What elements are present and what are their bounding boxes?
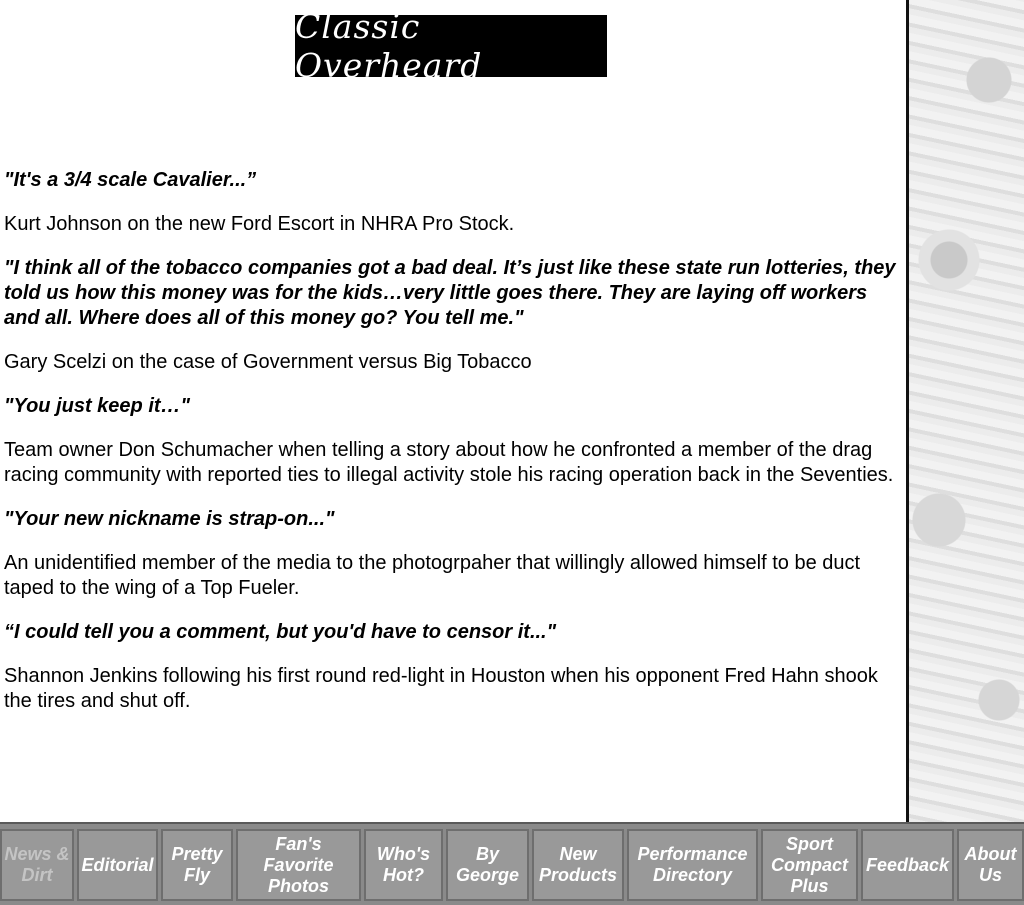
quote-text: "It's a 3/4 scale Cavalier...” — [4, 169, 257, 191]
classic-overheard-logo — [295, 7, 607, 85]
nav-fans-favorite-photos[interactable] — [236, 829, 361, 901]
quote-attribution: Kurt Johnson on the new Ford Escort in NHRA Pro Stock. — [4, 213, 515, 235]
nav-pretty-fly[interactable] — [161, 829, 233, 901]
quote-attribution: Team owner Don Schumacher when telling a story about how he confronted a member of the drag racing community with reported ties to illegal activity stole his racing operation back in the Seventies. — [4, 439, 894, 486]
nav-by-george[interactable] — [446, 829, 529, 901]
nav-label: By George — [455, 844, 520, 885]
nav-label: Pretty Fly — [171, 844, 223, 885]
nav-news-and-dirt[interactable] — [0, 829, 74, 901]
bottom-nav-bar — [0, 822, 1024, 905]
nav-whos-hot[interactable] — [364, 829, 443, 901]
nav-label: Who's Hot? — [376, 844, 431, 885]
nav-label: About Us — [964, 844, 1017, 885]
nav-label: Sport Compact Plus — [770, 833, 848, 896]
nav-label: Editorial — [81, 854, 154, 875]
nav-performance-directory[interactable] — [627, 829, 758, 901]
nav-editorial[interactable] — [77, 829, 158, 901]
nav-new-products[interactable] — [532, 829, 624, 901]
nav-label: Performance Directory — [637, 844, 748, 885]
nav-label: New Products — [538, 844, 617, 885]
nav-label: Fan's Favorite Photos — [263, 833, 334, 896]
quote-text: "You just keep it…" — [4, 395, 191, 417]
quote-text: “I could tell you a comment, but you'd have to censor it..." — [4, 621, 557, 643]
quote-text: "I think all of the tobacco companies got a bad deal. It’s just like these state run lotteries, they told us how this money was for the kids…very little goes there. They are laying off workers and all. Where does all of this money go? You tell me." — [4, 257, 896, 329]
quote-text: "Your new nickname is strap-on..." — [4, 508, 335, 530]
logo-text: Classic Overheard — [295, 7, 483, 85]
nav-label: News & Dirt — [4, 844, 70, 885]
quote-attribution: Shannon Jenkins following his first round red-light in Houston when his opponent Fred Hahn shook the tires and shut off. — [4, 665, 878, 712]
quote-entry — [4, 256, 900, 375]
quote-attribution: Gary Scelzi on the case of Government versus Big Tobacco — [4, 351, 532, 373]
quote-entry — [4, 394, 900, 488]
quotes-list — [4, 168, 900, 733]
decorative-engine-sidebar — [906, 0, 1024, 824]
nav-about-us[interactable] — [957, 829, 1024, 901]
quote-attribution: An unidentified member of the media to the photogrpaher that willingly allowed himself to be duct taped to the wing of a Top Fueler. — [4, 552, 861, 599]
nav-label: Feedback — [865, 854, 950, 875]
quote-entry — [4, 620, 900, 714]
quote-entry — [4, 168, 900, 237]
nav-sport-compact-plus[interactable] — [761, 829, 858, 901]
nav-feedback[interactable] — [861, 829, 954, 901]
quote-entry — [4, 507, 900, 601]
